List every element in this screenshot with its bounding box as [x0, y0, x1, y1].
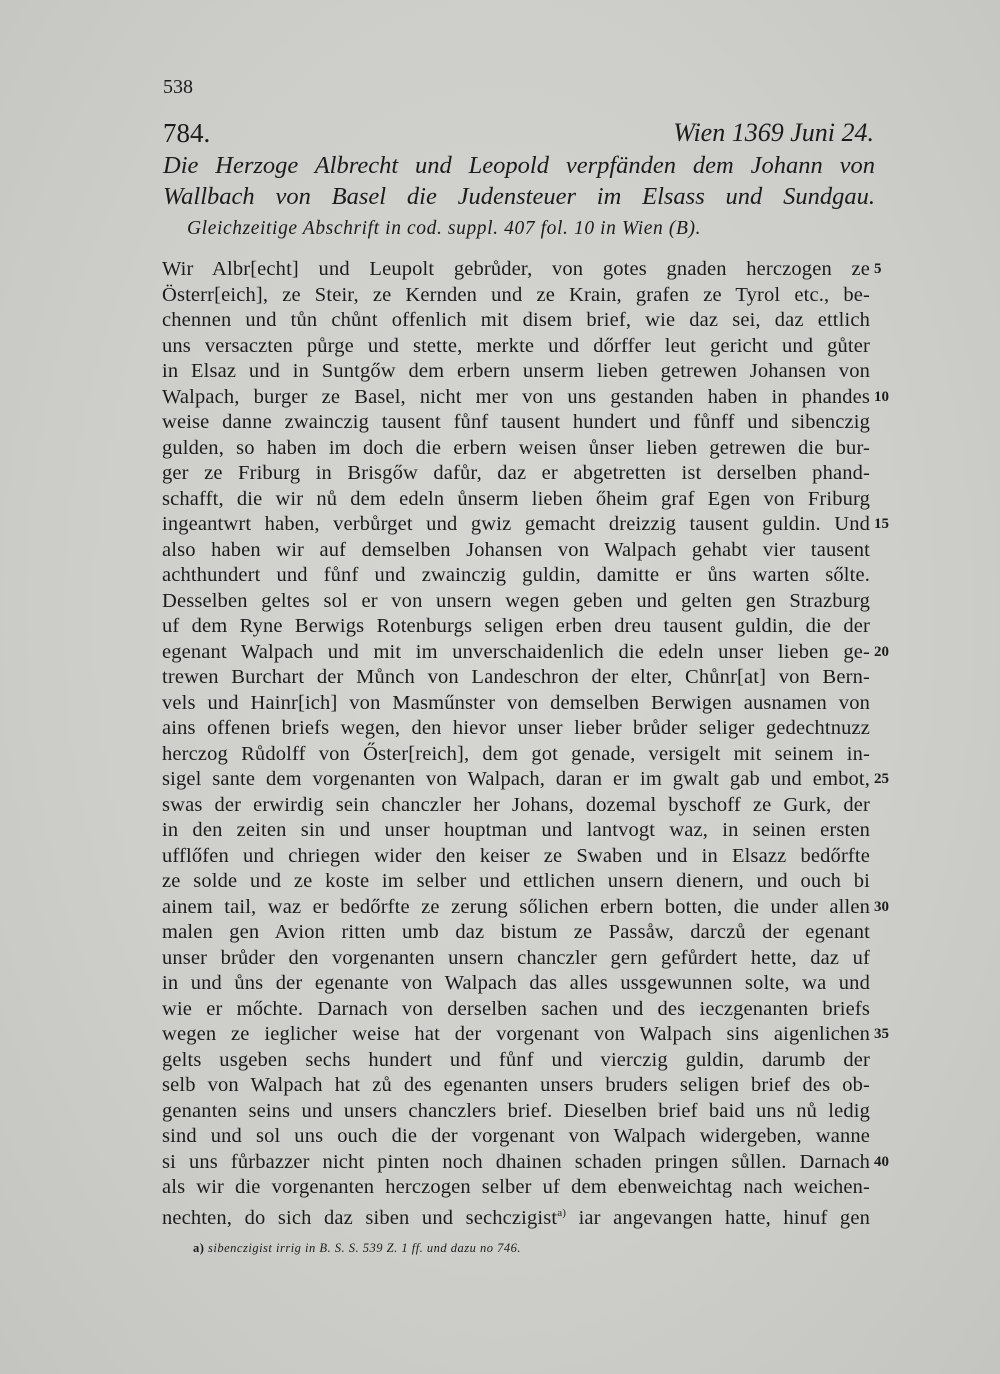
body-line: ainem tail, waz er bedőrfte ze zerung sőlichen erbern botten, die under allen	[162, 895, 870, 918]
body-line: ingeantwrt haben, verbůrget und gwiz gemacht dreizzig tausent guldin. Und	[162, 513, 870, 535]
body-line: egenant Walpach und mit im unverschaidenlich die edeln unser lieben ge-	[162, 640, 870, 663]
line-number: 25	[874, 771, 889, 787]
body-line: ze solde und ze koste im selber und ettlichen unsern dienern, und ouch bi	[162, 870, 870, 892]
footnote-marker: a)	[557, 1206, 567, 1219]
body-line: in und ůns der egenante von Walpach das alles ussgewunnen solte, wa und	[162, 972, 870, 994]
body-line: uf dem Ryne Berwigs Rotenburgs seligen erben dreu tausent guldin, die der	[162, 615, 870, 637]
body-line: wie er mőchte. Darnach von derselben sachen und des ieczgenanten briefs	[162, 997, 870, 1020]
line-number: 15	[874, 516, 889, 532]
body-line: Österr[eich], ze Steir, ze Kernden und ze Krain, grafen ze Tyrol etc., be-	[162, 283, 870, 306]
body-line-part: iar angevangen hatte, hinuf gen	[578, 1206, 870, 1229]
body-line: in Elsaz und in Suntgőw dem erbern unserm lieben getrewen Johansen von	[162, 360, 870, 382]
line-number: 5	[874, 261, 882, 277]
body-line: uns versaczten půrge und stette, merkte und dőrffer leut gericht und gůter	[162, 334, 870, 357]
body-line	[162, 1201, 870, 1227]
body-line: unser brůder den vorgenanten unsern chanczler gern gefůrdert hette, daz uf	[162, 946, 870, 969]
body-line: ains offenen briefs wegen, den hievor unser lieber brůder seliger gedechtnuzz	[162, 717, 870, 739]
line-number: 35	[874, 1026, 889, 1042]
body-line: also haben wir auf demselben Johansen von Walpach gehabt vier tausent	[162, 538, 870, 561]
body-line: ger ze Friburg in Brisgőw dafůr, daz er abgetretten ist derselben phand-	[162, 462, 870, 484]
body-line: herczog Růdolff von Őster[reich], dem got genade, versigelt mit seinem in-	[162, 742, 870, 765]
body-line: selb von Walpach hat zů des egenanten unsers bruders seligen brief des ob-	[162, 1074, 870, 1096]
body-line: achthundert und fůnf und zwainczig guldin, damitte er ůns warten sőlte.	[162, 564, 870, 586]
body-line: ufflőfen und chriegen wider den keiser ze Swaben und in Elsazz bedőrfte	[162, 844, 870, 867]
body-line: chennen und tůn chůnt offenlich mit disem brief, wie daz sei, daz ettlich	[162, 309, 870, 331]
body-line: schafft, die wir nů dem edeln ůnserm lieben őheim graf Egen von Friburg	[162, 487, 870, 510]
body-line: genanten seins und unsers chanczlers brief. Dieselben brief baid uns nů ledig	[162, 1099, 870, 1122]
body-line: Walpach, burger ze Basel, nicht mer von uns gestanden haben in phandes	[162, 385, 870, 408]
body-line: sind und sol uns ouch die der vorgenant von Walpach widergeben, wanne	[162, 1125, 870, 1147]
body-line: in den zeiten sin und unser houptman und lantvogt waz, in seinen ersten	[162, 819, 870, 841]
body-line: als wir die vorgenanten herczogen selber uf dem ebenweichtag nach weichen-	[162, 1176, 870, 1198]
body-line: malen gen Avion ritten umb daz bistum ze Passåw, darczů der egenant	[162, 921, 870, 943]
source-note: Gleichzeitige Abschrift in cod. suppl. 407 fol. 10 in Wien (B).	[187, 218, 702, 239]
body-line: trewen Burchart der Můnch von Landeschron der elter, Chůnr[at] von Bern-	[162, 666, 870, 688]
body-line: gulden, so haben im doch die erbern weisen ůnser lieben getrewen die bur-	[162, 436, 870, 459]
line-number: 20	[874, 644, 889, 660]
document-number: 784.	[163, 118, 211, 148]
footnote	[193, 1241, 521, 1256]
line-number: 40	[874, 1154, 889, 1170]
footnote-text: sibenczigist irrig in B. S. S. 539 Z. 1 ff. und dazu no 746.	[208, 1241, 522, 1255]
document-date: Wien 1369 Juni 24.	[673, 118, 874, 147]
body-line-part: nechten, do sich daz siben und sechczigist	[162, 1206, 558, 1229]
body-line: sigel sante dem vorgenanten von Walpach, daran er im gwalt gab und embot,	[162, 768, 870, 790]
body-line: swas der erwirdig sein chanczler her Johans, dozemal byschoff ze Gurk, der	[162, 793, 870, 816]
document-heading-line: Wallbach von Basel die Judensteuer im Elsass und Sundgau.	[163, 183, 875, 210]
line-number: 30	[874, 899, 889, 915]
body-line: Desselben geltes sol er von unsern wegen geben und gelten gen Strazburg	[162, 589, 870, 612]
body-line: vels und Hainr[ich] von Masműnster von demselben Berwigen ausnamen von	[162, 691, 870, 714]
page-number: 538	[163, 76, 193, 98]
body-text	[162, 257, 870, 1229]
body-line: Wir Albr[echt] und Leupolt gebrůder, von gotes gnaden herczogen ze	[162, 258, 870, 280]
document-heading-line: Die Herzoge Albrecht und Leopold verpfänden dem Johann von	[163, 152, 875, 179]
body-line: wegen ze ieglicher weise hat der vorgenant von Walpach sins aigenlichen	[162, 1023, 870, 1045]
body-line: gelts usgeben sechs hundert und fůnf und vierczig guldin, darumb der	[162, 1048, 870, 1071]
footnote-marker: a)	[193, 1241, 205, 1255]
body-line: weise danne zwainczig tausent fůnf tausent hundert und fůnff und sibenczig	[162, 411, 870, 433]
line-number: 10	[874, 389, 889, 405]
body-line: si uns fůrbazzer nicht pinten noch dhainen schaden pringen sůllen. Darnach	[162, 1150, 870, 1173]
